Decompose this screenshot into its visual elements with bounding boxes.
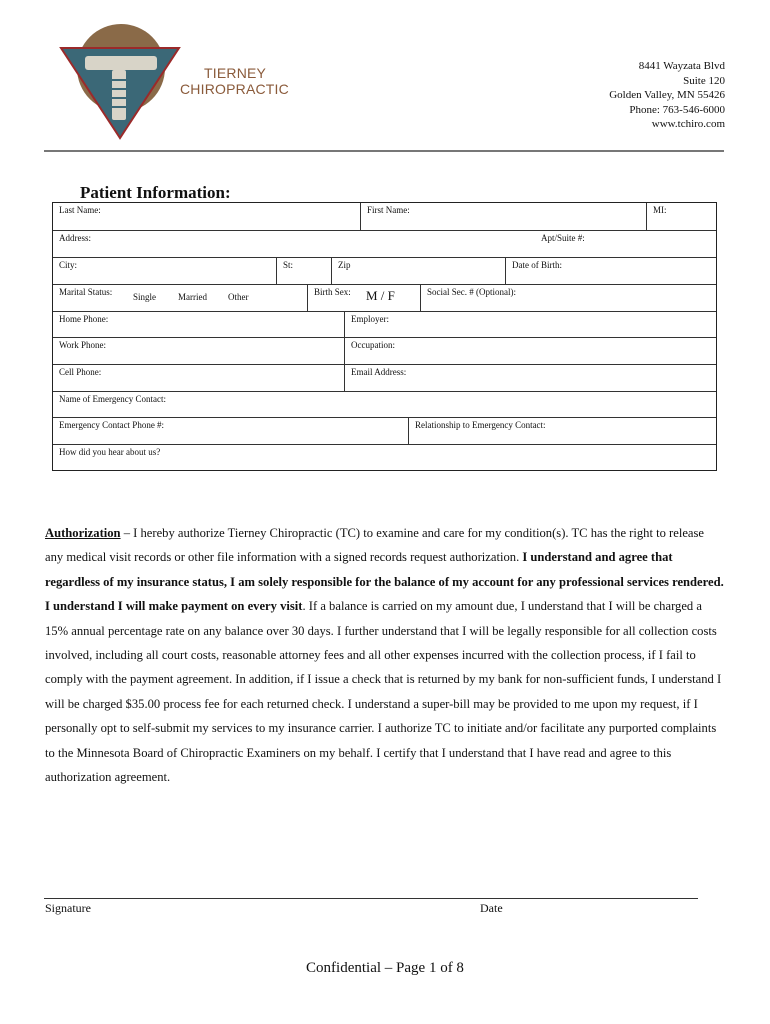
city-label: City: bbox=[59, 260, 78, 270]
marital-option-single[interactable]: Single bbox=[133, 292, 157, 302]
form-row-emergency-phone bbox=[53, 418, 716, 445]
emergency-name-field[interactable] bbox=[53, 392, 718, 417]
zip-label: Zip bbox=[338, 260, 351, 270]
address-phone: Phone: 763-546-6000 bbox=[629, 103, 725, 116]
mi-label: MI: bbox=[653, 205, 667, 215]
page-footer: Confidential – Page 1 of 8 bbox=[306, 960, 464, 976]
form-row-address bbox=[53, 231, 716, 258]
form-row-home-phone bbox=[53, 312, 716, 338]
cell-phone-label: Cell Phone: bbox=[59, 367, 102, 377]
address-website: www.tchiro.com bbox=[651, 118, 725, 130]
employer-field[interactable] bbox=[344, 312, 718, 337]
apt-suite-label: Apt/Suite #: bbox=[541, 233, 585, 243]
clinic-brand bbox=[180, 65, 289, 97]
emergency-phone-label: Emergency Contact Phone #: bbox=[59, 420, 165, 430]
signature-line[interactable] bbox=[44, 898, 698, 899]
birth-sex-options[interactable]: M / F bbox=[366, 288, 395, 303]
email-label: Email Address: bbox=[351, 367, 407, 377]
referral-field[interactable] bbox=[53, 445, 718, 472]
work-phone-label: Work Phone: bbox=[59, 340, 107, 350]
ssn-label: Social Sec. # (Optional): bbox=[427, 287, 516, 297]
form-row-cell-phone bbox=[53, 365, 716, 392]
dob-field[interactable] bbox=[505, 258, 718, 284]
brand-line1: TIERNEY bbox=[204, 65, 267, 81]
email-field[interactable] bbox=[344, 365, 718, 391]
state-field[interactable] bbox=[276, 258, 331, 284]
work-phone-field[interactable] bbox=[53, 338, 344, 364]
birth-sex-field bbox=[307, 285, 420, 311]
occupation-label: Occupation: bbox=[351, 340, 395, 350]
authorization-text-2: . If a balance is carried on my amount due, I understand that I will be charged a 15% annual percentage rate on any balance over 30 days. I further understand that I will be legally responsible for all collection costs involved, including all court costs, reasonable attorney fees and all other expenses incurred with the collection process, if I fail to comply with the payment agreement. In addition, if I issue a check that is returned by my bank for non-sufficient funds, I understand I will be charged $35.00 process fee for each returned check. I understand a super-bill may be provided to me upon my request, if I personally opt to self-submit my services to my insurance carrier. I authorize TC to initiate and/or facilitate any purported complaints to the Minnesota Board of Chiropractic Examiners on my behalf. I certify that I understand that I have read and agree to this authorization agreement. bbox=[45, 599, 722, 785]
address-street: 8441 Wayzata Blvd bbox=[638, 60, 725, 72]
logo-t-bar bbox=[85, 56, 157, 70]
marital-option-other[interactable]: Other bbox=[228, 292, 249, 302]
emergency-relationship-field[interactable] bbox=[408, 418, 718, 444]
form-row-referral bbox=[53, 445, 716, 472]
emergency-relationship-label: Relationship to Emergency Contact: bbox=[415, 420, 546, 430]
ssn-field[interactable] bbox=[420, 285, 718, 311]
occupation-field[interactable] bbox=[344, 338, 718, 364]
patient-info-form bbox=[52, 202, 717, 471]
address-field[interactable] bbox=[53, 231, 535, 257]
zip-field[interactable] bbox=[331, 258, 505, 284]
last-name-label: Last Name: bbox=[59, 205, 101, 215]
authorization-paragraph bbox=[45, 521, 725, 789]
authorization-heading: Authorization bbox=[45, 526, 121, 540]
form-row-marital bbox=[53, 285, 716, 312]
form-row-city bbox=[53, 258, 716, 285]
signature-label: Signature bbox=[45, 901, 91, 915]
address-label: Address: bbox=[59, 233, 91, 243]
home-phone-field[interactable] bbox=[53, 312, 344, 337]
logo-t-stem bbox=[112, 70, 126, 120]
marital-option-married[interactable]: Married bbox=[178, 292, 207, 302]
clinic-logo bbox=[55, 22, 185, 140]
state-label: St: bbox=[283, 260, 294, 270]
form-row-emergency-name bbox=[53, 392, 716, 418]
brand-line2: CHIROPRACTIC bbox=[180, 81, 289, 97]
form-row-name bbox=[53, 203, 716, 231]
clinic-address bbox=[609, 59, 725, 132]
last-name-field[interactable] bbox=[53, 203, 360, 230]
section-title: Patient Information: bbox=[80, 183, 231, 202]
address-suite: Suite 120 bbox=[683, 74, 725, 87]
birth-sex-label: Birth Sex: bbox=[314, 287, 351, 297]
employer-label: Employer: bbox=[351, 314, 389, 324]
authorization-text-1: – I hereby authorize Tierney Chiropractic (TC) to examine and care for my condition(s). TC has the right to release any medical visit records or other file information with a signed records request authorization. bbox=[45, 526, 705, 565]
emergency-phone-field[interactable] bbox=[53, 418, 408, 444]
dob-label: Date of Birth: bbox=[512, 260, 562, 270]
header-divider bbox=[44, 150, 724, 152]
apt-suite-field[interactable] bbox=[535, 231, 718, 257]
first-name-field[interactable] bbox=[360, 203, 646, 230]
mi-field[interactable] bbox=[646, 203, 718, 230]
address-city: Golden Valley, MN 55426 bbox=[609, 89, 725, 101]
emergency-name-label: Name of Emergency Contact: bbox=[59, 394, 167, 404]
marital-status-label: Marital Status: bbox=[59, 287, 113, 297]
form-row-work-phone bbox=[53, 338, 716, 365]
authorization-bold-text: I understand and agree that regardless of my insurance status, I am solely responsible for the balance of my account for any professional services rendered. I understand I will make payment on every visit bbox=[45, 550, 724, 614]
marital-status-field bbox=[53, 285, 307, 311]
date-label: Date bbox=[480, 901, 503, 915]
referral-label: How did you hear about us? bbox=[59, 447, 161, 457]
first-name-label: First Name: bbox=[367, 205, 410, 215]
cell-phone-field[interactable] bbox=[53, 365, 344, 391]
city-field[interactable] bbox=[53, 258, 276, 284]
home-phone-label: Home Phone: bbox=[59, 314, 109, 324]
